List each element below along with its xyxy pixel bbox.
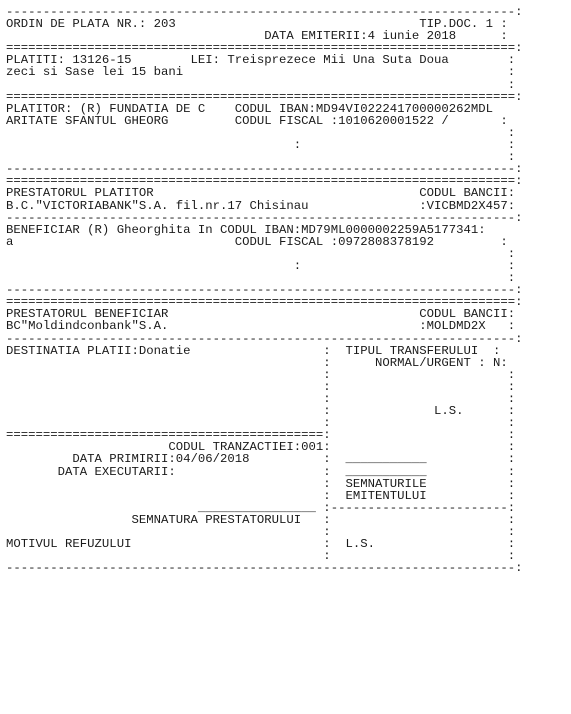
document-line: ________________ :------------------------: <box>6 500 516 515</box>
document-line: : : <box>6 379 516 394</box>
document-line: DATA EXECUTARII: : ___________ : <box>6 464 516 479</box>
document-line: ---------------------------------------------------------------------: <box>6 283 523 298</box>
document-line: zeci si Sase lei 15 bani : <box>6 65 516 80</box>
document-line: =====================================================================: <box>6 89 523 104</box>
document-line: ---------------------------------------------------------------------: <box>6 162 523 177</box>
document-line: : : <box>6 367 516 382</box>
document-line: PLATITOR: (R) FUNDATIA DE C CODUL IBAN:MD94VI022241700000262MDL <box>6 101 494 116</box>
document-line: ---------------------------------------------------------------------: <box>6 5 523 19</box>
document-line: B.C."VICTORIABANK"S.A. fil.nr.17 Chisinau :VICBMD2X457: <box>6 198 516 213</box>
document-line: : : <box>6 549 516 564</box>
document-line: =====================================================================: <box>6 174 523 189</box>
document-line: BENEFICIAR (R) Gheorghita In CODUL IBAN:MD79ML0000002259A5177341: <box>6 222 486 237</box>
document-line: ---------------------------------------------------------------------: <box>6 210 523 225</box>
document-line: : EMITENTULUI : <box>6 488 516 503</box>
document-line: PRESTATORUL BENEFICIAR CODUL BANCII: <box>6 307 516 322</box>
document-line: ===========================================: : <box>6 428 516 443</box>
document-line: =====================================================================: <box>6 295 523 310</box>
document-line: BC"Moldindconbank"S.A. :MOLDMD2X : <box>6 319 516 334</box>
document-line: : L.S. : <box>6 404 516 419</box>
document-line: : NORMAL/URGENT : N: <box>6 355 508 370</box>
document-line: : <box>6 246 516 261</box>
document-line: : <box>6 125 516 140</box>
document-line: : SEMNATURILE : <box>6 476 516 491</box>
document-line: a CODUL FISCAL :0972808378192 : <box>6 234 508 249</box>
document-line: ORDIN DE PLATA NR.: 203 TIP.DOC. 1 : <box>6 17 508 32</box>
document-line: : <box>6 271 516 286</box>
document-line: : : <box>6 258 516 273</box>
document-line: : : <box>6 416 516 431</box>
document-line: =====================================================================: <box>6 41 523 56</box>
document-line: CODUL TRANZACTIEI:001: : <box>6 440 516 455</box>
document-line: : <box>6 77 516 92</box>
document-line: ---------------------------------------------------------------------: <box>6 561 523 576</box>
document-line: ARITATE SFANTUL GHEORG CODUL FISCAL :1010620001522 / : <box>6 113 508 128</box>
document-line: DATA EMITERII:4 iunie 2018 : <box>6 29 508 44</box>
document-line: PRESTATORUL PLATITOR CODUL BANCII: <box>6 186 516 201</box>
document-line: DESTINATIA PLATII:Donatie : TIPUL TRANSFERULUI : <box>6 343 501 358</box>
document-line: MOTIVUL REFUZULUI : L.S. : <box>6 537 516 552</box>
document-line: : : <box>6 138 516 153</box>
document-line: ---------------------------------------------------------------------: <box>6 331 523 346</box>
document-line: DATA PRIMIRII:04/06/2018 : ___________ : <box>6 452 516 467</box>
document-line: : : <box>6 392 516 406</box>
document-line: SEMNATURA PRESTATORULUI : : <box>6 512 516 527</box>
document-line: : <box>6 150 516 165</box>
document-line: : : <box>6 525 516 540</box>
document-line: PLATITI: 13126-15 LEI: Treisprezece Mii Una Suta Doua : <box>6 53 516 68</box>
